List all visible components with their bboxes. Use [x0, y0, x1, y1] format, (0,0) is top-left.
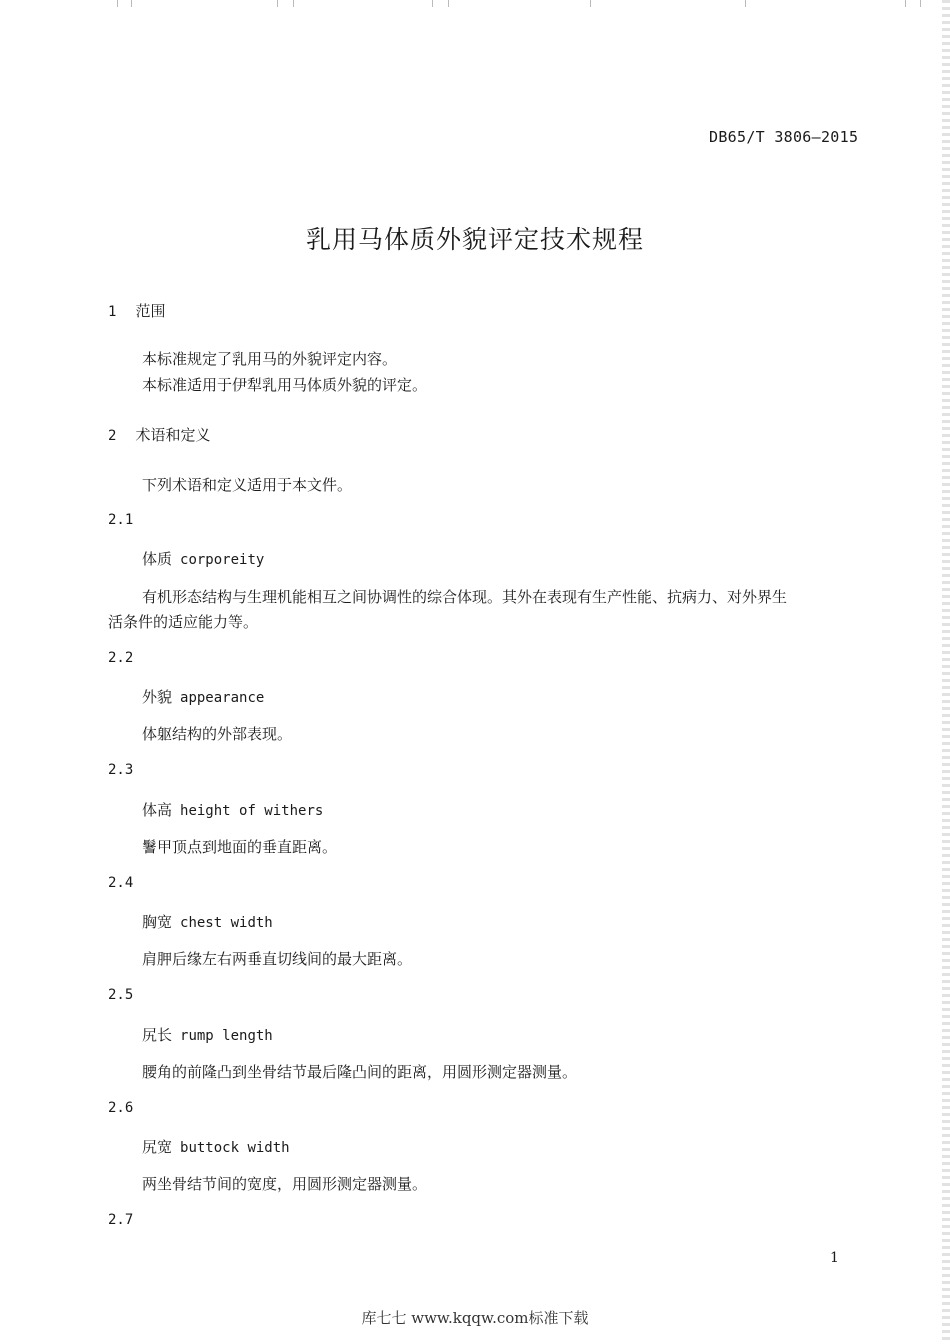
- section-title: 范围: [135, 302, 166, 320]
- section-2-heading: [108, 424, 211, 445]
- term-number: 2.2: [108, 650, 134, 666]
- term-english: corporeity: [180, 552, 265, 568]
- term-heading: [142, 911, 273, 932]
- term-definition: 腰角的前隆凸到坐骨结节最后隆凸间的距离，用圆形测定器测量。: [142, 1063, 578, 1081]
- term-heading: [142, 1136, 290, 1157]
- term-english: rump length: [180, 1028, 273, 1044]
- term-number: 2.1: [108, 512, 134, 528]
- section-number: 2: [108, 428, 117, 444]
- term-heading: [142, 799, 323, 820]
- document-title: 乳用马体质外貌评定技术规程: [305, 225, 644, 254]
- section-2-intro: 下列术语和定义适用于本文件。: [142, 476, 353, 494]
- section-number: 1: [108, 304, 117, 320]
- page-number: 1: [830, 1250, 839, 1266]
- term-chinese: 体高: [142, 801, 173, 819]
- term-number: 2.4: [108, 875, 134, 891]
- term-definition: 鬐甲顶点到地面的垂直距离。: [142, 838, 338, 856]
- term-chinese: 外貌: [142, 688, 173, 706]
- section-title: 术语和定义: [135, 426, 211, 444]
- term-chinese: 胸宽: [142, 913, 173, 931]
- term-chinese: 尻长: [142, 1026, 173, 1044]
- footer-watermark: 库七七 www.kqqw.com标准下载: [361, 1309, 589, 1327]
- term-english: buttock width: [180, 1140, 290, 1156]
- term-definition-line-1: 有机形态结构与生理机能相互之间协调性的综合体现。其外在表现有生产性能、抗病力、对外界生: [142, 588, 788, 606]
- scan-top-marks: [0, 0, 950, 8]
- term-number: 2.3: [108, 762, 134, 778]
- term-chinese: 体质: [142, 550, 173, 568]
- term-heading: [142, 686, 264, 707]
- section-1-paragraph-1: 本标准规定了乳用马的外貌评定内容。: [142, 350, 398, 368]
- term-number: 2.6: [108, 1100, 134, 1116]
- term-chinese: 尻宽: [142, 1138, 173, 1156]
- section-1-heading: [108, 300, 166, 321]
- standard-number: DB65/T 3806—2015: [709, 128, 859, 146]
- term-definition-line-2: 活条件的适应能力等。: [108, 613, 259, 631]
- term-heading: [142, 548, 264, 569]
- term-definition: 肩胛后缘左右两垂直切线间的最大距离。: [142, 950, 413, 968]
- term-definition: 体躯结构的外部表现。: [142, 725, 293, 743]
- term-definition: 两坐骨结节间的宽度，用圆形测定器测量。: [142, 1175, 428, 1193]
- term-english: chest width: [180, 915, 273, 931]
- term-english: height of withers: [180, 803, 324, 819]
- term-heading: [142, 1024, 273, 1045]
- scan-right-edge: [942, 0, 950, 1344]
- term-number: 2.7: [108, 1212, 134, 1228]
- term-english: appearance: [180, 690, 265, 706]
- section-1-paragraph-2: 本标准适用于伊犁乳用马体质外貌的评定。: [142, 376, 428, 394]
- term-number: 2.5: [108, 987, 134, 1003]
